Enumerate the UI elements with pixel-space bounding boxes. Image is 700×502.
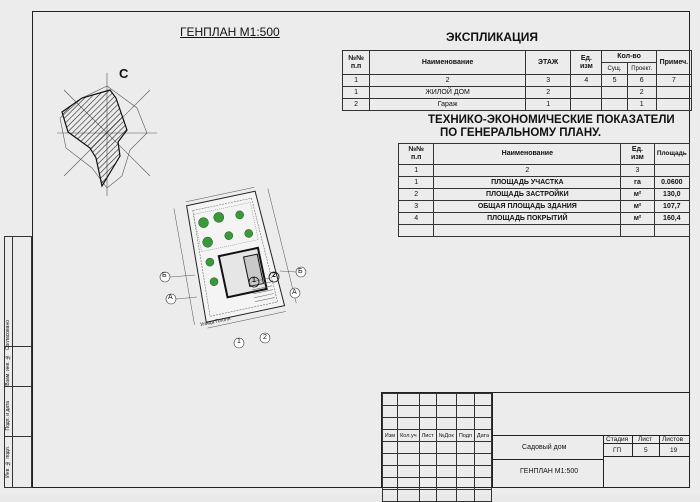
col-num: №№ п.п <box>343 51 370 75</box>
table-row: 4 ПЛОЩАДЬ ПОКРЫТИЙ м² 160,4 <box>399 213 690 225</box>
street-label: Улица Гоголя <box>199 315 232 329</box>
side-label-replace: Взам. инв. № <box>5 354 11 386</box>
stage-header: Стадия <box>606 436 629 443</box>
axis-label-a-right: А <box>292 289 297 296</box>
col-note: Примеч. <box>656 51 691 75</box>
explication-index-row: 1 2 3 4 5 6 7 <box>343 75 692 87</box>
sheets-value: 19 <box>670 447 678 454</box>
side-strip <box>4 236 32 488</box>
sheets-header: Листов <box>662 436 684 443</box>
axis-label-a-left: А <box>168 294 173 301</box>
explication-table <box>342 50 692 111</box>
site-plan-drawing <box>155 185 315 350</box>
axis-label-b-right: Б <box>298 268 303 275</box>
axis-label-1: 1 <box>237 338 241 345</box>
building-marker-2: 2 <box>272 272 276 279</box>
tep-title-line2: ПО ГЕНЕРАЛЬНОМУ ПЛАНУ. <box>440 127 602 139</box>
project-name: Садовый дом <box>522 444 567 451</box>
col-floor: ЭТАЖ <box>526 51 571 75</box>
sheet-header: Лист <box>638 436 653 443</box>
compass-north-label: С <box>119 66 129 81</box>
col-exist: Сущ. <box>602 63 627 75</box>
col-name: Наименование <box>370 51 526 75</box>
wind-rose-diagram <box>52 68 162 198</box>
axis-label-2: 2 <box>263 334 267 341</box>
genplan-title: ГЕНПЛАН М1:500 <box>180 25 280 39</box>
revision-grid <box>382 393 492 502</box>
tep-index-row: 1 2 3 <box>399 165 690 177</box>
tep-col-unit: Ед. изм <box>621 144 654 165</box>
explication-title: ЭКСПЛИКАЦИЯ <box>446 30 539 44</box>
table-row: 2 Гараж 1 1 <box>343 99 692 111</box>
title-block <box>381 392 690 488</box>
stage-value: ГП <box>613 447 622 454</box>
building-marker-1: 1 <box>252 277 256 284</box>
side-label-sign: Подп. и дата <box>5 401 11 431</box>
col-unit: Ед. изм <box>571 51 602 75</box>
side-label-agreed: Согласовано <box>5 320 11 351</box>
tep-col-value: Площадь <box>654 144 689 165</box>
tep-title-line1: ТЕХНИКО-ЭКОНОМИЧЕСКИЕ ПОКАЗАТЕЛИ <box>428 114 675 126</box>
tep-table <box>398 143 690 237</box>
tep-col-num: №№ п.п <box>399 144 434 165</box>
axis-label-b-left: Б <box>162 272 167 279</box>
sheet-name: ГЕНПЛАН М1:500 <box>520 468 579 475</box>
sheet-value: 5 <box>644 447 648 454</box>
table-row: 2 ПЛОЩАДЬ ЗАСТРОЙКИ м² 130,0 <box>399 189 690 201</box>
table-row: 1 ЖИЛОЙ ДОМ 2 2 <box>343 87 692 99</box>
tep-col-name: Наименование <box>434 144 621 165</box>
col-proj: Проект. <box>627 63 656 75</box>
col-qty: Кол-во <box>602 51 656 63</box>
table-row: 3 ОБЩАЯ ПЛОЩАДЬ ЗДАНИЯ м² 107,7 <box>399 201 690 213</box>
revision-header-row: Изм Кол.уч Лист №Док Подп Дата <box>383 430 492 442</box>
side-label-inv: Инв. № подл. <box>5 446 11 478</box>
table-row: 1 ПЛОЩАДЬ УЧАСТКА га 0.0600 <box>399 177 690 189</box>
table-row <box>399 225 690 237</box>
